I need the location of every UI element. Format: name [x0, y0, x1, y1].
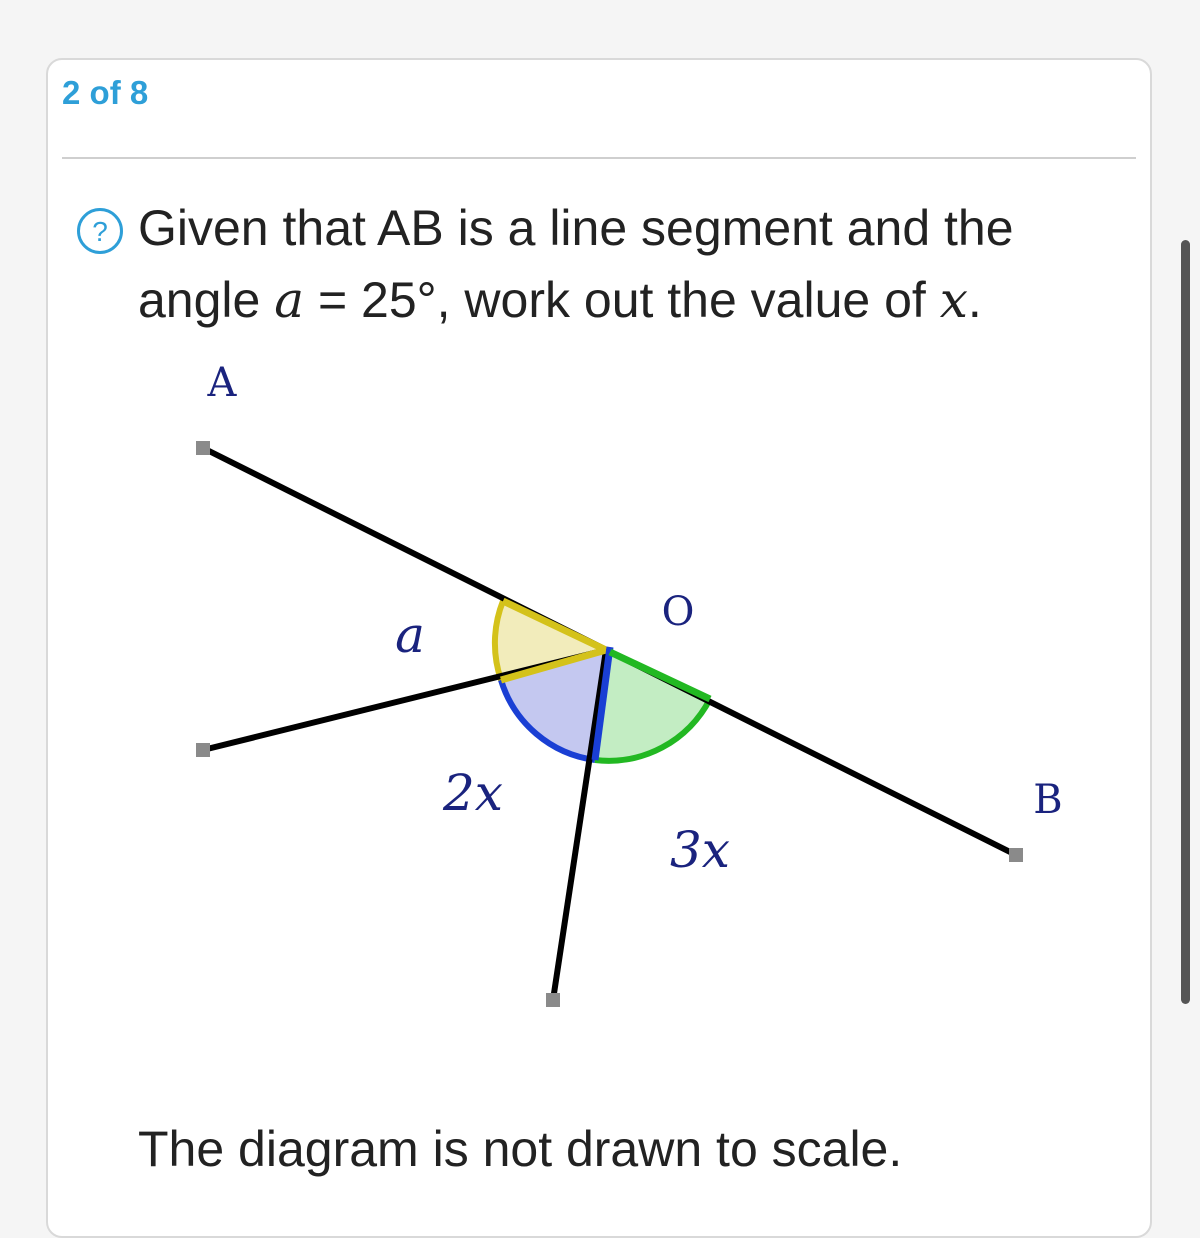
svg-text:?: ? — [92, 216, 108, 247]
endpoint-left-marker — [196, 743, 210, 757]
progress-current: 2 — [62, 74, 81, 111]
progress-separator: of — [89, 74, 121, 111]
label-point-B: B — [1033, 777, 1063, 823]
scrollbar-thumb[interactable] — [1181, 240, 1190, 1004]
label-angle-2x: 2x — [442, 764, 504, 822]
variable-x: x — [939, 271, 968, 329]
angle-3x-sector — [595, 650, 710, 761]
label-angle-a: a — [395, 606, 425, 664]
label-point-A: A — [207, 360, 237, 406]
scale-note: The diagram is not drawn to scale. — [138, 1121, 903, 1177]
question-card — [46, 58, 1152, 1238]
progress-total: 8 — [129, 74, 149, 111]
question-text-part2: = 25°, work out the value of — [304, 272, 940, 328]
endpoint-bottom-marker — [546, 993, 560, 1007]
endpoint-B-marker — [1009, 848, 1023, 862]
variable-a: a — [274, 271, 305, 329]
angle-diagram — [48, 60, 1154, 1060]
label-point-O: O — [661, 589, 695, 635]
question-text-part3: . — [967, 272, 982, 328]
label-angle-3x: 3x — [669, 821, 731, 879]
endpoint-A-marker — [196, 441, 210, 455]
question-text-part1: Given that AB is a line segment and the angle — [138, 200, 1014, 328]
